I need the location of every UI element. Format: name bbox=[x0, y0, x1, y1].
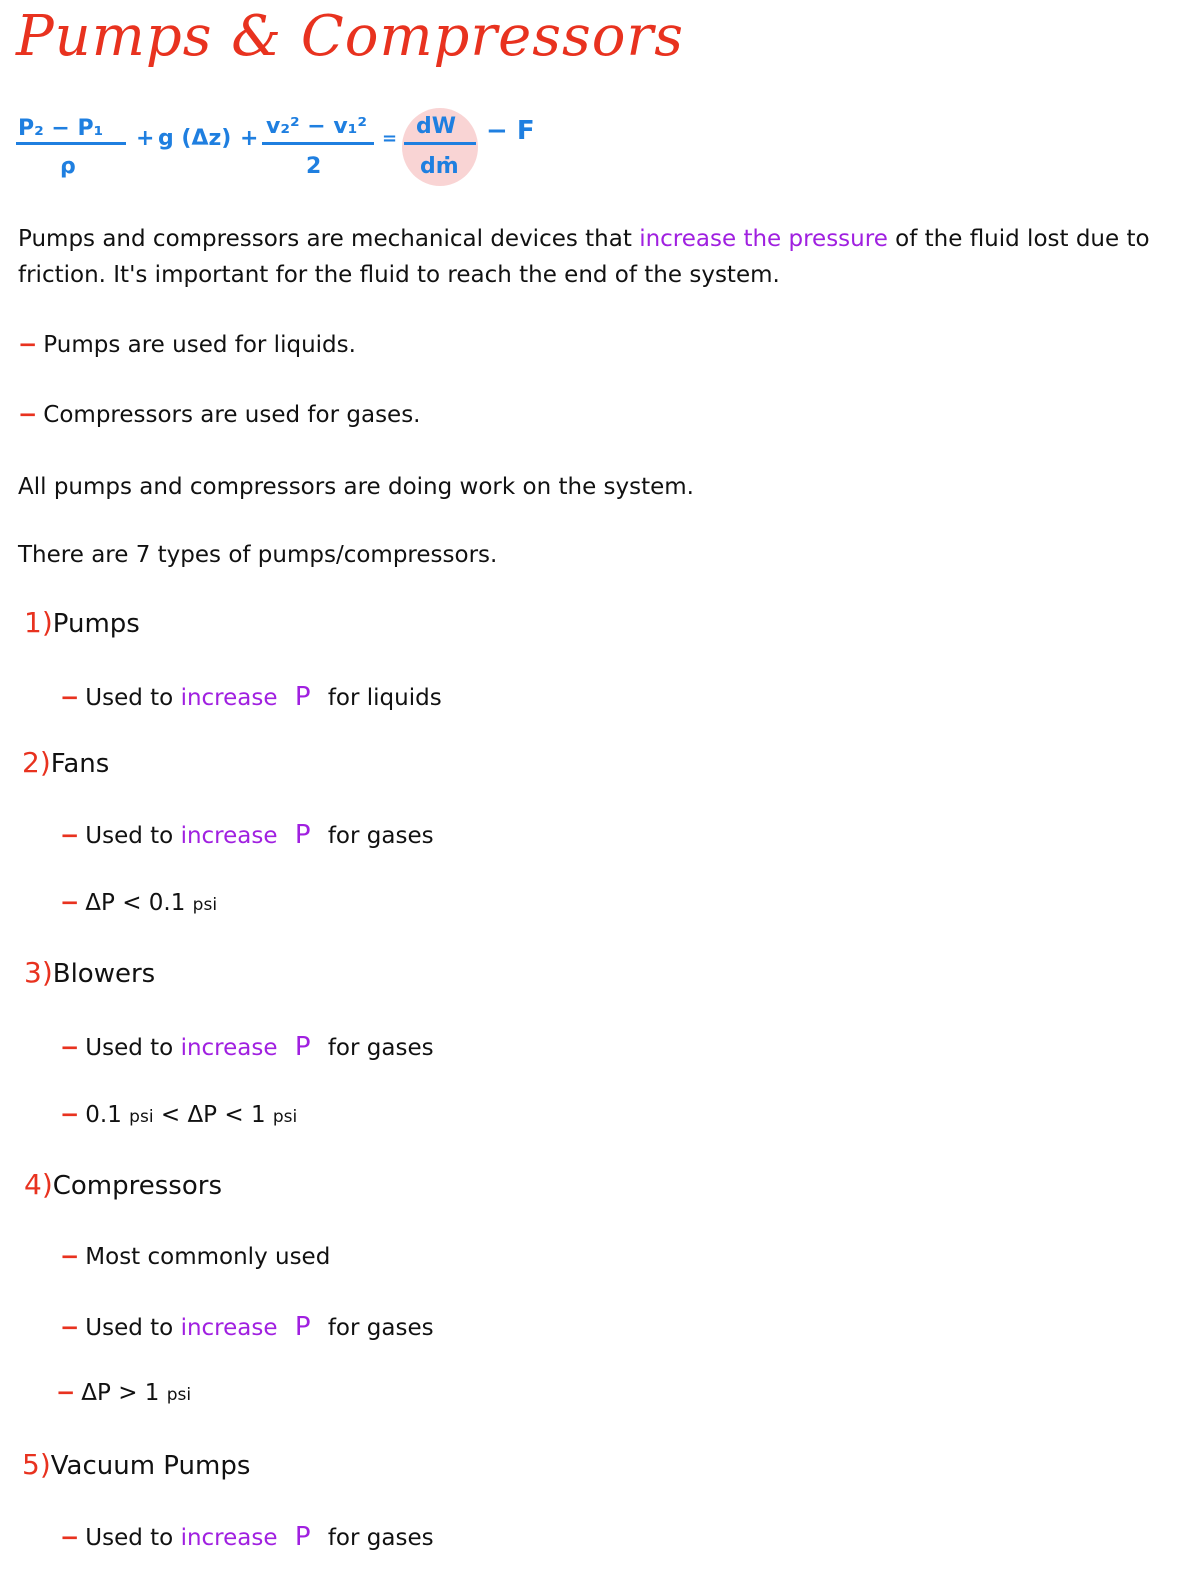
dash-icon: − bbox=[18, 332, 38, 358]
dash-icon: − bbox=[60, 1244, 80, 1270]
type-name: Compressors bbox=[52, 1171, 222, 1201]
eq-term4-numerator: dW bbox=[416, 114, 457, 139]
eq-term3-denominator: 2 bbox=[306, 154, 322, 179]
eq-term4-denominator: dṁ bbox=[420, 154, 459, 179]
eq-term1-denominator: ρ bbox=[60, 154, 76, 179]
list-item bbox=[60, 890, 217, 916]
range-text: ΔP < 0.1 bbox=[85, 890, 186, 916]
list-item bbox=[60, 1312, 434, 1342]
type-name: Vacuum Pumps bbox=[50, 1451, 251, 1481]
eq-term1-numerator: P₂ − P₁ bbox=[18, 116, 104, 141]
type-name: Blowers bbox=[52, 959, 156, 989]
eq-fraction-bar bbox=[404, 142, 476, 145]
type-number: 4) bbox=[24, 1168, 53, 1201]
list-item bbox=[56, 1380, 191, 1406]
unit-text: psi bbox=[192, 895, 218, 915]
range-text: ΔP > 1 bbox=[81, 1380, 160, 1406]
list-item-text: for gases bbox=[327, 823, 434, 849]
increase-highlight: increase bbox=[180, 823, 278, 849]
type-heading bbox=[24, 606, 140, 639]
eq-fraction-bar bbox=[16, 142, 126, 145]
type-heading bbox=[24, 956, 155, 989]
unit-text: psi bbox=[166, 1385, 192, 1405]
dash-icon: − bbox=[60, 1035, 80, 1061]
eq-equals: = bbox=[382, 128, 398, 149]
type-heading bbox=[22, 746, 109, 779]
type-name: Pumps bbox=[52, 609, 140, 639]
pressure-symbol: P bbox=[294, 1312, 311, 1342]
list-item-text: for gases bbox=[327, 1525, 434, 1551]
eq-term3-numerator: v₂² − v₁² bbox=[266, 114, 367, 139]
list-item-text: for liquids bbox=[327, 685, 442, 711]
eq-plus-2: + bbox=[240, 126, 259, 151]
list-item-text: Used to bbox=[85, 1035, 174, 1061]
type-number: 2) bbox=[22, 746, 51, 779]
list-item-text: Used to bbox=[85, 685, 174, 711]
list-item bbox=[18, 332, 356, 358]
type-heading bbox=[24, 1168, 222, 1201]
range-text: 0.1 bbox=[85, 1102, 122, 1128]
list-item-text: Used to bbox=[85, 823, 174, 849]
eq-fraction-bar bbox=[262, 142, 374, 145]
intro-highlight: increase the pressure bbox=[639, 226, 888, 252]
type-name: Fans bbox=[50, 749, 110, 779]
type-number: 3) bbox=[24, 956, 53, 989]
statement-types: There are 7 types of pumps/compressors. bbox=[18, 542, 498, 568]
intro-line-1 bbox=[18, 226, 1150, 252]
intro-text: of the fluid lost due to bbox=[895, 226, 1150, 252]
eq-plus-1: + bbox=[136, 126, 155, 151]
increase-highlight: increase bbox=[180, 685, 278, 711]
dash-icon: − bbox=[60, 1525, 80, 1551]
list-item bbox=[60, 1032, 434, 1062]
dash-icon: − bbox=[18, 402, 38, 428]
list-item bbox=[18, 402, 421, 428]
type-heading bbox=[22, 1448, 250, 1481]
pressure-symbol: P bbox=[294, 1032, 311, 1062]
list-item bbox=[60, 682, 442, 712]
dash-icon: − bbox=[60, 823, 80, 849]
range-text: < ΔP < 1 bbox=[160, 1102, 266, 1128]
increase-highlight: increase bbox=[180, 1035, 278, 1061]
dash-icon: − bbox=[60, 1102, 80, 1128]
increase-highlight: increase bbox=[180, 1315, 278, 1341]
pressure-symbol: P bbox=[294, 682, 311, 712]
eq-term2: g (Δz) bbox=[158, 126, 232, 151]
list-item bbox=[60, 1102, 297, 1128]
increase-highlight: increase bbox=[180, 1525, 278, 1551]
list-item bbox=[60, 1522, 434, 1552]
unit-text: psi bbox=[129, 1107, 154, 1127]
type-number: 5) bbox=[22, 1448, 51, 1481]
list-item-text: Compressors are used for gases. bbox=[43, 402, 421, 428]
unit-text: psi bbox=[272, 1107, 298, 1127]
statement-work: All pumps and compressors are doing work on the system. bbox=[18, 474, 694, 500]
dash-icon: − bbox=[60, 685, 80, 711]
list-item-text: Used to bbox=[85, 1525, 174, 1551]
list-item-text: for gases bbox=[327, 1315, 434, 1341]
page-title: Pumps & Compressors bbox=[16, 4, 685, 69]
dash-icon: − bbox=[60, 1315, 80, 1341]
list-item bbox=[60, 1244, 330, 1270]
eq-tail: − F bbox=[486, 116, 535, 146]
type-number: 1) bbox=[24, 606, 53, 639]
list-item bbox=[60, 820, 434, 850]
list-item-text: Pumps are used for liquids. bbox=[43, 332, 356, 358]
dash-icon: − bbox=[60, 890, 80, 916]
pressure-symbol: P bbox=[294, 1522, 311, 1552]
intro-line-2: friction. It's important for the fluid to reach the end of the system. bbox=[18, 262, 780, 288]
list-item-text: for gases bbox=[327, 1035, 434, 1061]
list-item-text: Most commonly used bbox=[85, 1244, 331, 1270]
pressure-symbol: P bbox=[294, 820, 311, 850]
list-item-text: Used to bbox=[85, 1315, 174, 1341]
dash-icon: − bbox=[56, 1380, 76, 1406]
intro-text: Pumps and compressors are mechanical devices that bbox=[18, 226, 632, 252]
